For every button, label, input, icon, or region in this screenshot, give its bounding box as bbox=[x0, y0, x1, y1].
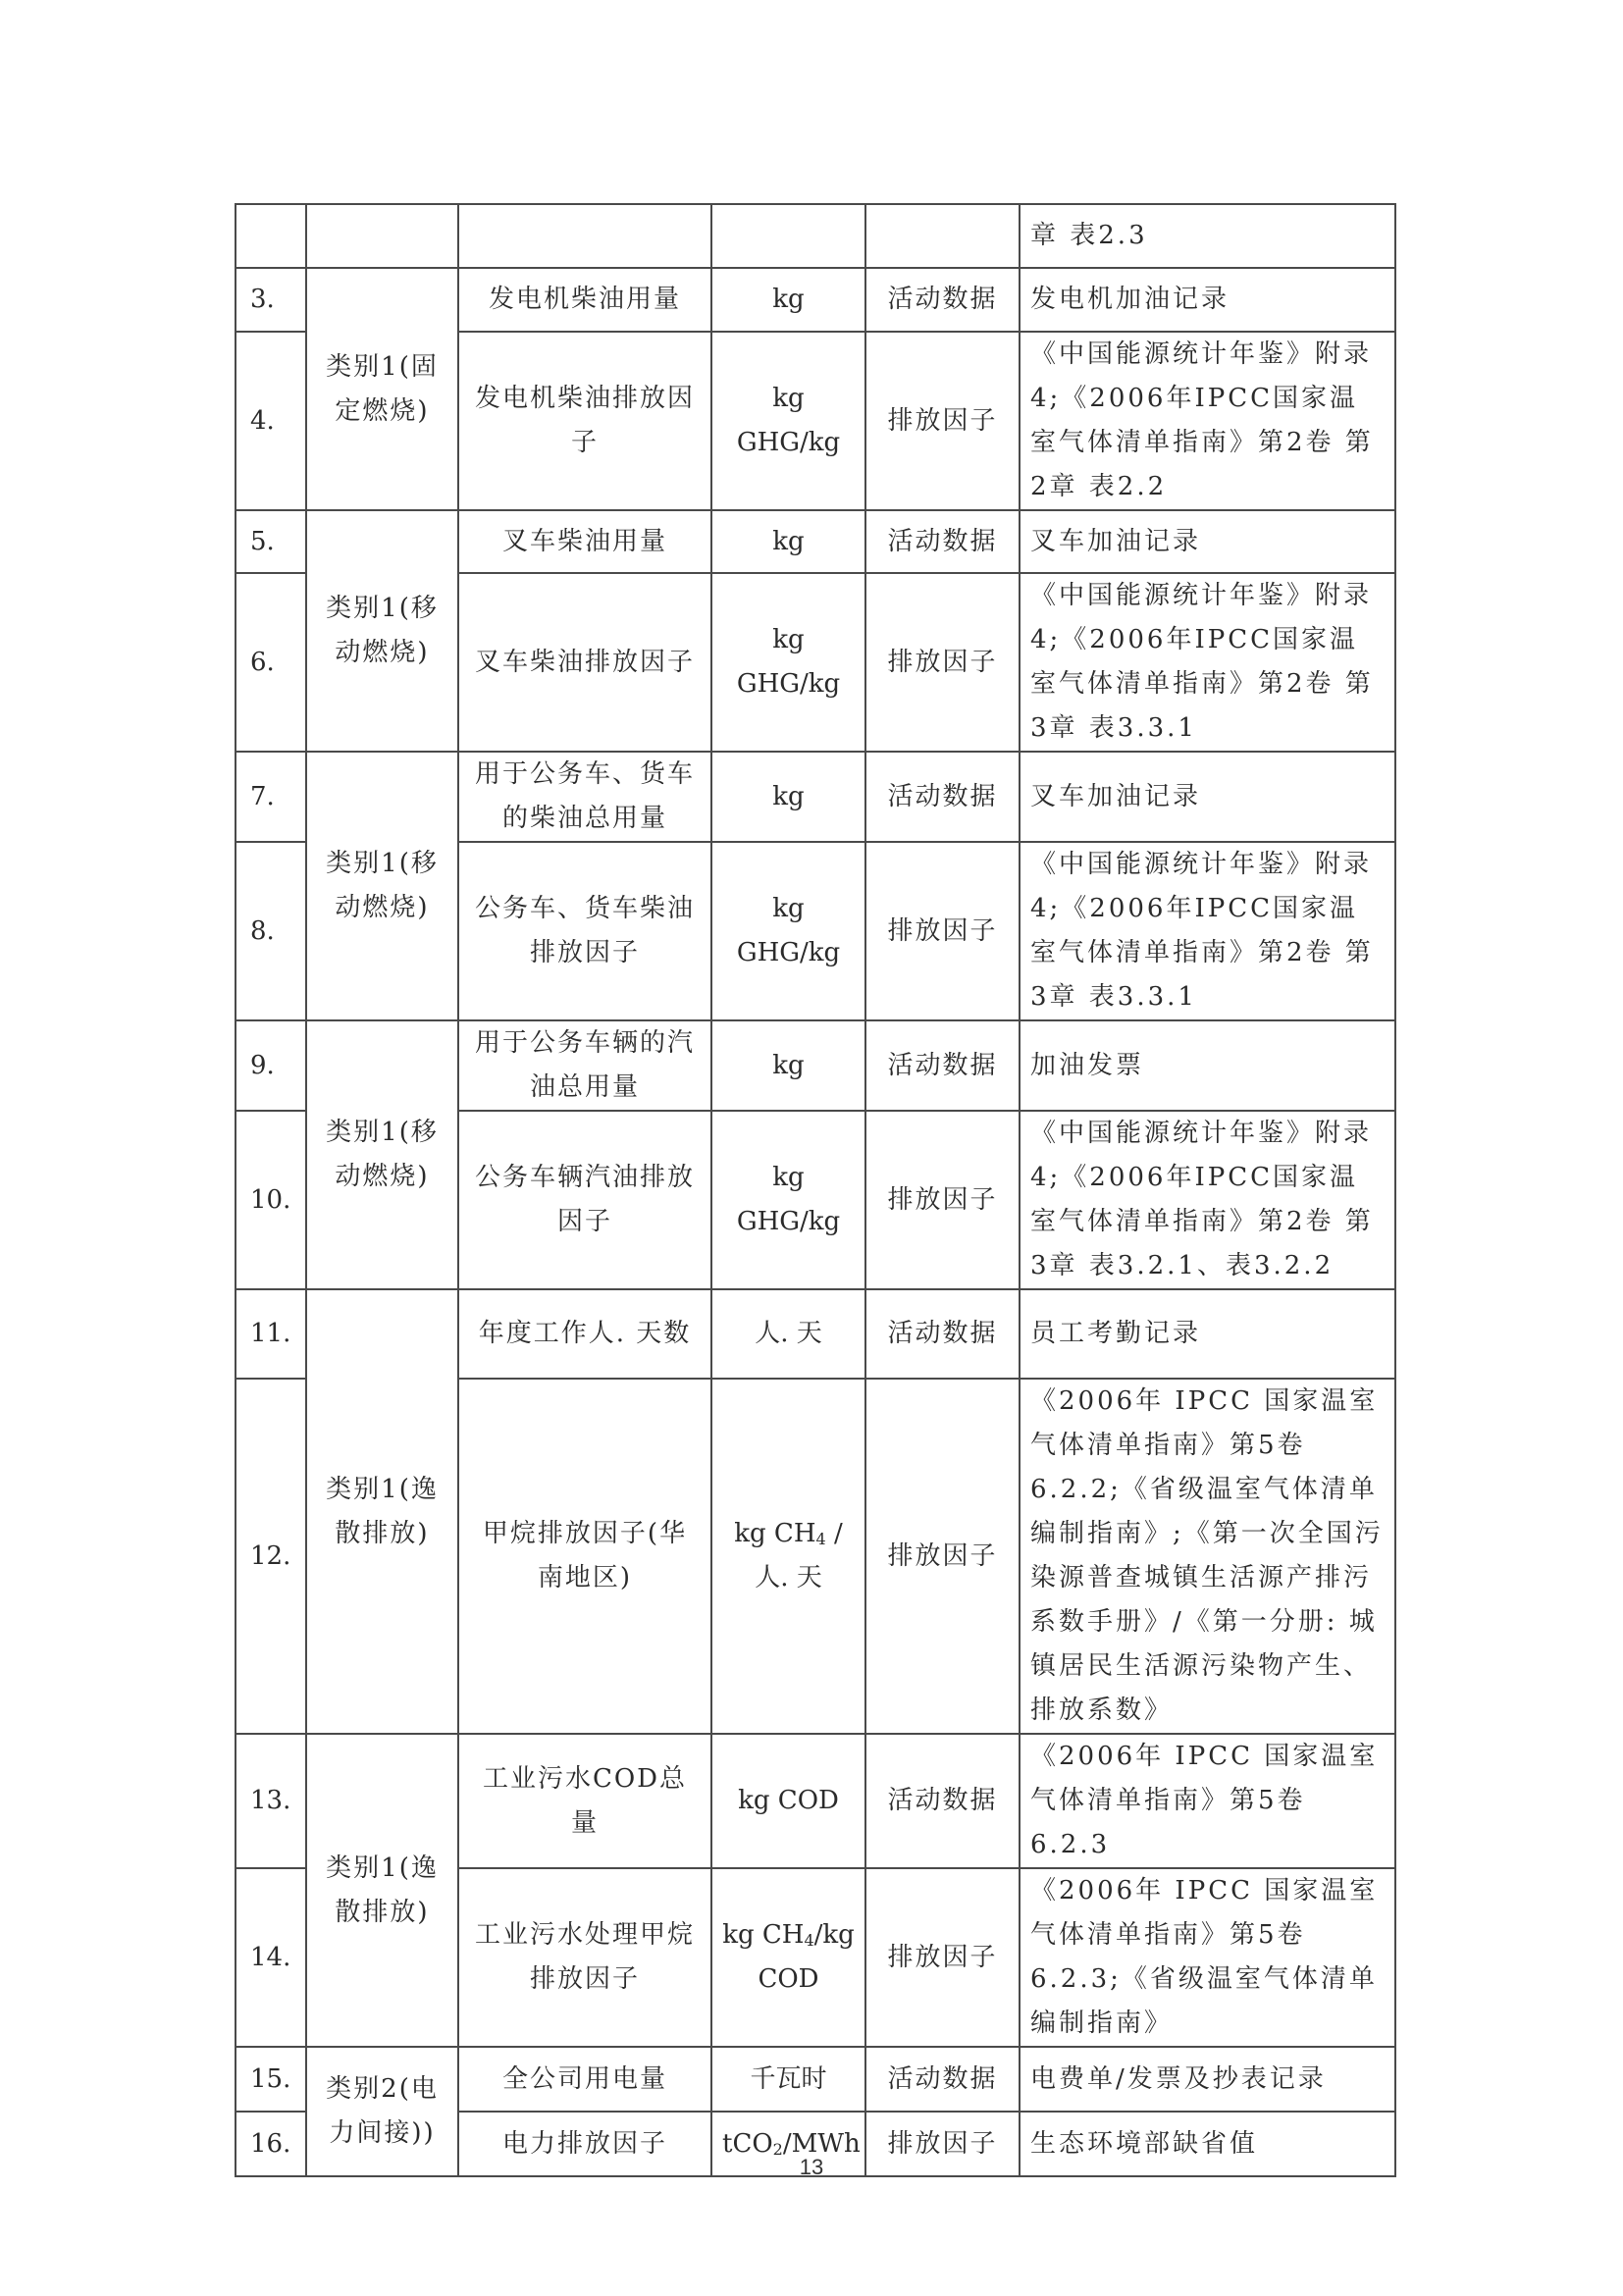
source-cell: 《中国能源统计年鉴》附录4;《2006年IPCC国家温室气体清单指南》第2卷 第3章 表3.2.1、表3.2.2 bbox=[1020, 1111, 1395, 1289]
source-cell: 《2006年 IPCC 国家温室气体清单指南》第5卷 6.2.2;《省级温室气体清单编制指南》;《第一次全国污染源普查城镇生活源产排污系数手册》/《第一分册: 城镇居民生活源污染物产生、排放系数》 bbox=[1020, 1379, 1395, 1734]
source-cell: 《中国能源统计年鉴》附录4;《2006年IPCC国家温室气体清单指南》第2卷 第2章 表2.2 bbox=[1020, 332, 1395, 510]
item-cell: 甲烷排放因子(华南地区) bbox=[458, 1379, 711, 1734]
data-type-cell: 排放因子 bbox=[865, 573, 1020, 752]
source-cell: 《2006年 IPCC 国家温室气体清单指南》第5卷 6.2.3 bbox=[1020, 1734, 1395, 1868]
item-cell: 叉车柴油排放因子 bbox=[458, 573, 711, 752]
unit-cell: kg bbox=[711, 510, 865, 573]
unit-cell: 人. 天 bbox=[711, 1289, 865, 1379]
source-cell: 生态环境部缺省值 bbox=[1020, 2112, 1395, 2176]
source-cell: 叉车加油记录 bbox=[1020, 752, 1395, 842]
item-cell: 发电机柴油排放因子 bbox=[458, 332, 711, 510]
row-number: 12. bbox=[236, 1379, 306, 1734]
table-row bbox=[236, 1734, 1395, 1868]
unit-cell: kg GHG/kg bbox=[711, 842, 865, 1020]
unit-cell: tCO$_2$/MWh bbox=[711, 2112, 865, 2176]
item-cell: 全公司用电量 bbox=[458, 2047, 711, 2112]
row-number: 10. bbox=[236, 1111, 306, 1289]
data-type-cell: 排放因子 bbox=[865, 332, 1020, 510]
category-cell: 类别1(逸散排放) bbox=[306, 1734, 458, 2047]
row-number: 4. bbox=[236, 332, 306, 510]
unit-cell: kg $CH_4$ / 人. 天 bbox=[711, 1379, 865, 1734]
row-number: 5. bbox=[236, 510, 306, 573]
row-number: 6. bbox=[236, 573, 306, 752]
item-cell: 工业污水COD总量 bbox=[458, 1734, 711, 1868]
source-cell: 叉车加油记录 bbox=[1020, 510, 1395, 573]
category-cell: 类别1(移动燃烧) bbox=[306, 1020, 458, 1289]
data-type-cell: 活动数据 bbox=[865, 752, 1020, 842]
source-cell: 《2006年 IPCC 国家温室气体清单指南》第5卷 6.2.3;《省级温室气体清单编制指南》 bbox=[1020, 1868, 1395, 2047]
row-number: 13. bbox=[236, 1734, 306, 1868]
data-type-cell: 活动数据 bbox=[865, 1289, 1020, 1379]
data-type-cell: 活动数据 bbox=[865, 1734, 1020, 1868]
page-number: 13 bbox=[799, 2155, 824, 2179]
table-row bbox=[236, 1020, 1395, 1111]
data-type-cell: 排放因子 bbox=[865, 1379, 1020, 1734]
data-type-cell: 排放因子 bbox=[865, 1868, 1020, 2047]
unit-cell: kg bbox=[711, 1020, 865, 1111]
source-cell: 章 表2.3 bbox=[1020, 204, 1395, 268]
data-type-cell bbox=[865, 204, 1020, 268]
item-cell: 用于公务车、货车的柴油总用量 bbox=[458, 752, 711, 842]
data-type-cell: 活动数据 bbox=[865, 1020, 1020, 1111]
table-row bbox=[236, 1289, 1395, 1379]
unit-cell: kg bbox=[711, 268, 865, 332]
data-type-cell: 活动数据 bbox=[865, 2047, 1020, 2112]
row-number: 15. bbox=[236, 2047, 306, 2112]
row-number: 16. bbox=[236, 2112, 306, 2176]
row-number: 14. bbox=[236, 1868, 306, 2047]
category-cell: 类别1(逸散排放) bbox=[306, 1289, 458, 1734]
table-row bbox=[236, 510, 1395, 573]
source-cell: 《中国能源统计年鉴》附录4;《2006年IPCC国家温室气体清单指南》第2卷 第3章 表3.3.1 bbox=[1020, 842, 1395, 1020]
category-cell: 类别2(电力间接)) bbox=[306, 2047, 458, 2176]
row-number: 9. bbox=[236, 1020, 306, 1111]
item-cell: 年度工作人. 天数 bbox=[458, 1289, 711, 1379]
source-cell: 电费单/发票及抄表记录 bbox=[1020, 2047, 1395, 2112]
unit-cell: kg GHG/kg bbox=[711, 332, 865, 510]
category-cell: 类别1(移动燃烧) bbox=[306, 752, 458, 1020]
unit-cell: kg GHG/kg bbox=[711, 573, 865, 752]
unit-cell: kg GHG/kg bbox=[711, 1111, 865, 1289]
category-cell: 类别1(固定燃烧) bbox=[306, 268, 458, 510]
category-cell bbox=[306, 204, 458, 268]
table-row bbox=[236, 204, 1395, 268]
table-row bbox=[236, 268, 1395, 332]
row-number: 3. bbox=[236, 268, 306, 332]
unit-cell: kg $CH_4/kg$ COD bbox=[711, 1868, 865, 2047]
item-cell: 发电机柴油用量 bbox=[458, 268, 711, 332]
emission-data-table bbox=[235, 203, 1396, 2177]
source-cell: 《中国能源统计年鉴》附录4;《2006年IPCC国家温室气体清单指南》第2卷 第3章 表3.3.1 bbox=[1020, 573, 1395, 752]
unit-cell bbox=[711, 204, 865, 268]
row-number: 8. bbox=[236, 842, 306, 1020]
item-cell: 公务车辆汽油排放因子 bbox=[458, 1111, 711, 1289]
table-row bbox=[236, 2047, 1395, 2112]
item-cell: 用于公务车辆的汽油总用量 bbox=[458, 1020, 711, 1111]
item-cell: 工业污水处理甲烷排放因子 bbox=[458, 1868, 711, 2047]
data-type-cell: 排放因子 bbox=[865, 842, 1020, 1020]
item-cell: 公务车、货车柴油排放因子 bbox=[458, 842, 711, 1020]
unit-cell: kg bbox=[711, 752, 865, 842]
item-cell bbox=[458, 204, 711, 268]
category-cell: 类别1(移动燃烧) bbox=[306, 510, 458, 752]
unit-cell: 千瓦时 bbox=[711, 2047, 865, 2112]
source-cell: 加油发票 bbox=[1020, 1020, 1395, 1111]
data-type-cell: 活动数据 bbox=[865, 268, 1020, 332]
row-number: 11. bbox=[236, 1289, 306, 1379]
row-number: 7. bbox=[236, 752, 306, 842]
data-type-cell: 排放因子 bbox=[865, 1111, 1020, 1289]
data-type-cell: 活动数据 bbox=[865, 510, 1020, 573]
source-cell: 发电机加油记录 bbox=[1020, 268, 1395, 332]
item-cell: 电力排放因子 bbox=[458, 2112, 711, 2176]
row-number bbox=[236, 204, 306, 268]
source-cell: 员工考勤记录 bbox=[1020, 1289, 1395, 1379]
table-row bbox=[236, 752, 1395, 842]
unit-cell: kg COD bbox=[711, 1734, 865, 1868]
data-type-cell: 排放因子 bbox=[865, 2112, 1020, 2176]
item-cell: 叉车柴油用量 bbox=[458, 510, 711, 573]
